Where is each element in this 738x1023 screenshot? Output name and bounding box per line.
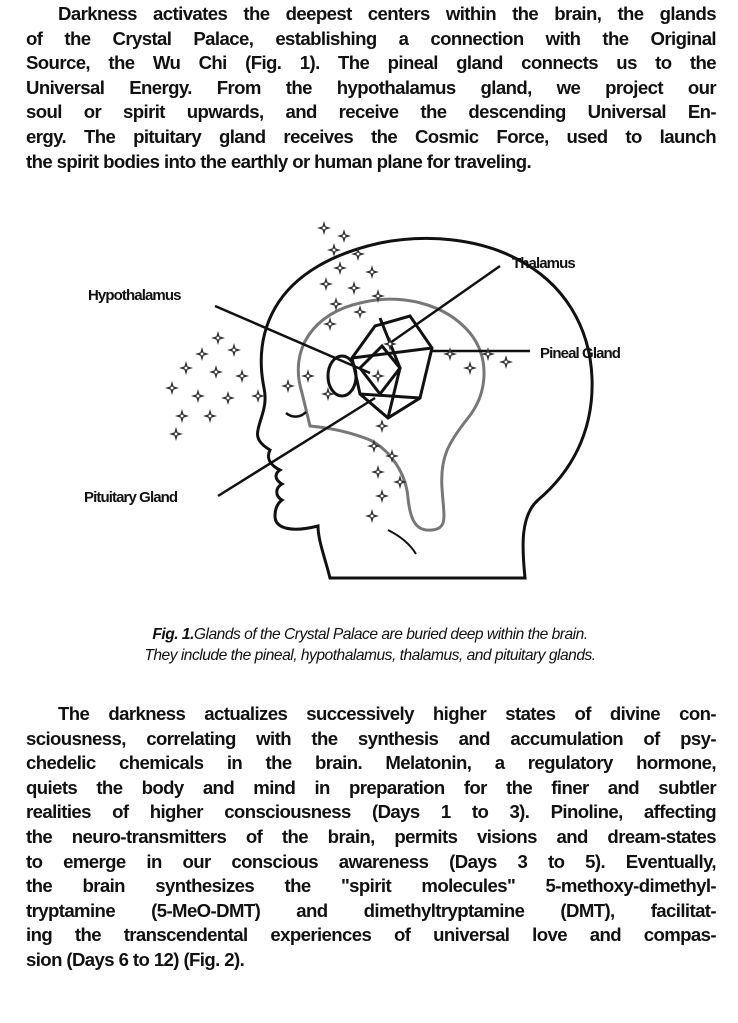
text-line: sciousness, correlating with the synthesis and accumulation of psy- xyxy=(26,727,716,749)
text-line: chedelic chemicals in the brain. Melatonin, a regulatory hormone, xyxy=(26,752,716,774)
text-line: Darkness activates the deepest centers within the brain, the glands xyxy=(58,3,716,24)
text-line: to emerge in our conscious awareness (Days 3 to 5). Eventually, xyxy=(26,850,716,872)
text-line: Universal Energy. From the hypothalamus gland, we project our xyxy=(26,76,716,98)
text-line: the spirit bodies into the earthly or human plane for traveling. xyxy=(26,150,532,172)
text-line: ergy. The pituitary gland receives the Cosmic Force, used to launch xyxy=(26,125,716,147)
text-line: of the Crystal Palace, establishing a connection with the Original xyxy=(26,27,716,49)
head-diagram xyxy=(70,218,690,610)
text-line: realities of higher consciousness (Days 1 to 3). Pinoline, affecting xyxy=(26,801,716,823)
text-line: soul or spirit upwards, and receive the descending Universal En- xyxy=(26,101,716,123)
text-line: sion (Days 6 to 12) (Fig. 2). xyxy=(26,948,245,970)
caption-line-1 xyxy=(20,624,720,645)
sparkle-field xyxy=(165,221,513,523)
neck-mark xyxy=(388,530,416,554)
eye-mark xyxy=(286,412,306,417)
text-line: Source, the Wu Chi (Fig. 1). The pineal gland connects us to the xyxy=(26,52,716,74)
text-line: The darkness actualizes successively higher states of divine con- xyxy=(58,703,716,724)
text-line: the neuro-transmitters of the brain, permits visions and dream-states xyxy=(26,825,716,847)
gland-cluster xyxy=(328,316,432,418)
label-hypothalamus: Hypothalamus xyxy=(88,287,181,304)
caption-text: Glands of the Crystal Palace are buried deep within the brain. xyxy=(193,626,588,643)
caption-line-2: They include the pineal, hypothalamus, thalamus, and pituitary glands. xyxy=(144,647,596,664)
intro-paragraph xyxy=(26,2,716,174)
head-outline xyxy=(258,238,593,578)
caption-prefix: Fig. 1. xyxy=(152,626,194,643)
text-line: the brain synthesizes the "spirit molecules" 5-methoxy-dimethyl- xyxy=(26,875,716,897)
label-thalamus: Thalamus xyxy=(512,255,575,272)
text-line: quiets the body and mind in preparation for the finer and subtler xyxy=(26,776,716,798)
label-pituitary-gland: Pituitary Gland xyxy=(84,489,178,506)
text-line: tryptamine (5-MeO-DMT) and dimethyltryptamine (DMT), facilitat- xyxy=(26,899,716,921)
text-line: ing the transcendental experiences of universal love and compas- xyxy=(26,924,716,946)
label-pineal-gland: Pineal Gland xyxy=(540,345,621,362)
figure-caption xyxy=(20,624,720,666)
body-paragraph xyxy=(26,702,716,973)
